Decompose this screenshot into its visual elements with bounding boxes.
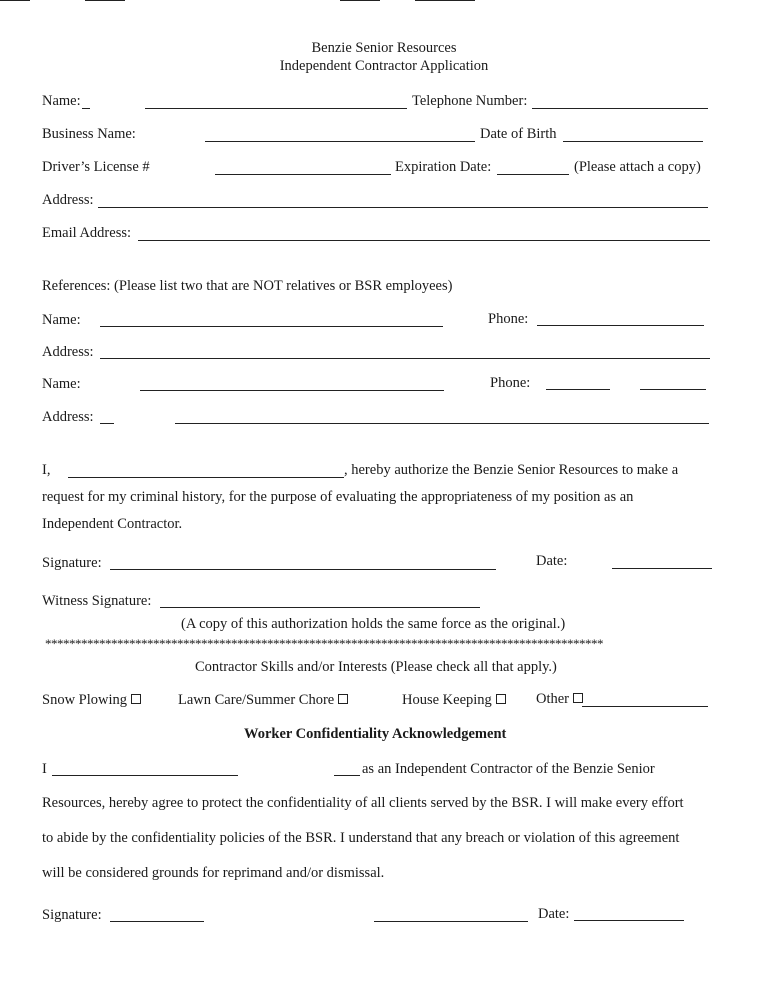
email-field[interactable] xyxy=(138,240,710,241)
reference2-name-label: Name: xyxy=(42,376,81,392)
witness-signature-label: Witness Signature: xyxy=(42,593,152,609)
reference1-address-field[interactable] xyxy=(100,358,710,359)
confidentiality-text-1: as an Independent Contractor of the Benzie Senior xyxy=(362,761,655,777)
reference1-name-field[interactable] xyxy=(100,326,443,327)
confidentiality-signature-field[interactable] xyxy=(110,921,204,922)
skill-option-lawn-care[interactable] xyxy=(178,692,348,709)
reference2-phone-field[interactable] xyxy=(640,389,706,390)
reference2-name-field[interactable] xyxy=(140,390,444,391)
scan-mark xyxy=(0,0,30,1)
reference2-address-field[interactable] xyxy=(175,423,709,424)
drivers-license-field[interactable] xyxy=(215,174,391,175)
expiration-label: Expiration Date: xyxy=(395,159,492,175)
authorization-text-1: , hereby authorize the Benzie Senior Resources to make a xyxy=(344,462,679,478)
confidentiality-signature-label: Signature: xyxy=(42,907,102,923)
skill-option-house-keeping[interactable] xyxy=(402,692,506,709)
checkbox-other[interactable] xyxy=(573,693,583,703)
confidentiality-heading: Worker Confidentiality Acknowledgement xyxy=(244,726,507,742)
checkbox-lawn-care[interactable] xyxy=(338,694,348,704)
section-divider: ********************************************************************************************* xyxy=(45,636,603,651)
confidentiality-date-label: Date: xyxy=(538,906,570,922)
authorization-prefix: I, xyxy=(42,462,51,478)
skills-heading: Contractor Skills and/or Interests (Please check all that apply.) xyxy=(195,659,557,675)
address-field[interactable] xyxy=(98,207,708,208)
skill-label: House Keeping xyxy=(402,692,492,708)
authorization-name-field[interactable] xyxy=(68,477,344,478)
name-label: Name: xyxy=(42,93,81,109)
authorization-date-field[interactable] xyxy=(612,568,712,569)
confidentiality-name-field[interactable] xyxy=(52,775,238,776)
reference2-address-label: Address: xyxy=(42,409,94,425)
telephone-field[interactable] xyxy=(532,108,708,109)
dob-field[interactable] xyxy=(563,141,703,142)
confidentiality-text-2: Resources, hereby agree to protect the confidentiality of all clients served by the BSR. I will make every effort xyxy=(42,795,684,811)
confidentiality-prefix: I xyxy=(42,761,47,777)
authorization-text-2: request for my criminal history, for the purpose of evaluating the appropriateness of my position as an xyxy=(42,489,634,505)
scan-mark xyxy=(340,0,380,1)
confidentiality-date-field[interactable] xyxy=(574,920,684,921)
name-field[interactable] xyxy=(82,108,90,109)
authorization-text-3: Independent Contractor. xyxy=(42,516,183,532)
skill-label: Snow Plowing xyxy=(42,692,128,708)
dob-label: Date of Birth xyxy=(480,126,557,142)
authorization-date-label: Date: xyxy=(536,553,568,569)
name-field[interactable] xyxy=(145,108,407,109)
confidentiality-text-4: will be considered grounds for reprimand and/or dismissal. xyxy=(42,865,385,881)
references-heading: References: (Please list two that are NOT relatives or BSR employees) xyxy=(42,278,453,294)
skill-option-other[interactable] xyxy=(536,691,583,708)
confidentiality-signature-field[interactable] xyxy=(374,921,528,922)
reference1-phone-field[interactable] xyxy=(537,325,704,326)
telephone-label: Telephone Number: xyxy=(412,93,528,109)
reference2-address-field[interactable] xyxy=(100,423,114,424)
reference2-phone-label: Phone: xyxy=(490,375,531,391)
drivers-license-label: Driver’s License # xyxy=(42,159,150,175)
expiration-field[interactable] xyxy=(497,174,569,175)
email-label: Email Address: xyxy=(42,225,132,241)
checkbox-snow-plowing[interactable] xyxy=(131,694,141,704)
reference2-phone-field[interactable] xyxy=(546,389,610,390)
confidentiality-name-field[interactable] xyxy=(334,775,360,776)
skill-label: Lawn Care/Summer Chore xyxy=(178,692,335,708)
skill-label: Other xyxy=(536,691,570,707)
business-name-label: Business Name: xyxy=(42,126,136,142)
scan-mark xyxy=(415,0,475,1)
authorization-signature-field[interactable] xyxy=(110,569,496,570)
attach-note: (Please attach a copy) xyxy=(574,159,701,175)
confidentiality-text-3: to abide by the confidentiality policies of the BSR. I understand that any breach or violation of this agreement xyxy=(42,830,680,846)
authorization-signature-label: Signature: xyxy=(42,555,102,571)
reference1-name-label: Name: xyxy=(42,312,81,328)
form-title: Independent Contractor Application xyxy=(279,58,489,74)
copy-note: (A copy of this authorization holds the same force as the original.) xyxy=(181,616,566,632)
scan-mark xyxy=(85,0,125,1)
org-title: Benzie Senior Resources xyxy=(311,40,457,56)
other-skill-field[interactable] xyxy=(582,706,708,707)
reference1-phone-label: Phone: xyxy=(488,311,529,327)
checkbox-house-keeping[interactable] xyxy=(496,694,506,704)
address-label: Address: xyxy=(42,192,94,208)
business-name-field[interactable] xyxy=(205,141,475,142)
skill-option-snow-plowing[interactable] xyxy=(42,692,141,709)
reference1-address-label: Address: xyxy=(42,344,94,360)
witness-signature-field[interactable] xyxy=(160,607,480,608)
